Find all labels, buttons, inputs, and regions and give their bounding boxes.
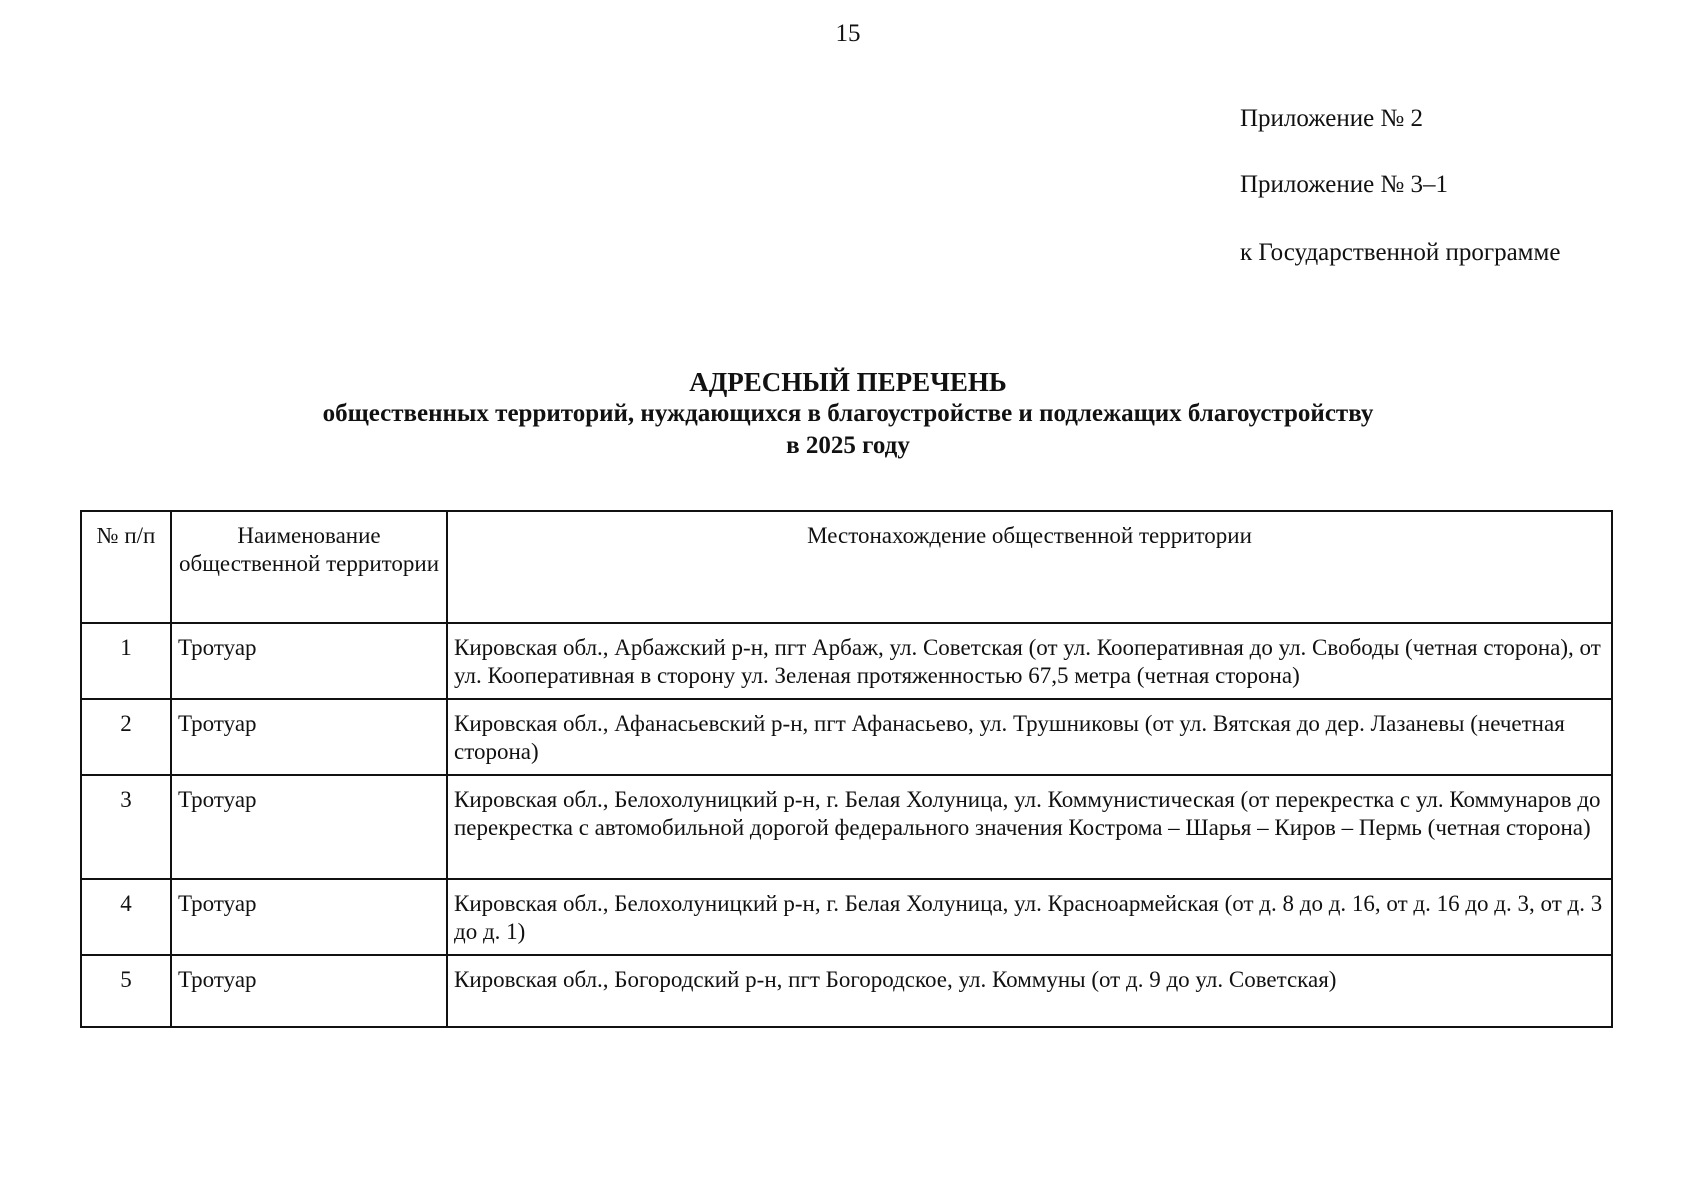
row-num: 1: [81, 623, 171, 699]
row-num: 5: [81, 955, 171, 1027]
row-location: Кировская обл., Богородский р-н, пгт Богородское, ул. Коммуны (от д. 9 до ул. Советская): [447, 955, 1612, 1027]
header-location: Местонахождение общественной территории: [447, 511, 1612, 623]
row-num: 4: [81, 879, 171, 955]
table-row: [81, 775, 1612, 879]
table-row: [81, 699, 1612, 775]
row-num: 3: [81, 775, 171, 879]
address-list-table: [80, 510, 1613, 1028]
header-name: Наименование общественной территории: [171, 511, 447, 623]
document-title-block: [0, 366, 1696, 462]
header-num: № п/п: [81, 511, 171, 623]
row-name: Тротуар: [171, 699, 447, 775]
row-name: Тротуар: [171, 775, 447, 879]
row-location: Кировская обл., Белохолуницкий р-н, г. Белая Холуница, ул. Коммунистическая (от перекрестка с ул. Коммунаров до перекрестка с автомобильной дорогой федерального значения Кострома – Шарья – Киров – Пермь (четная сторона): [447, 775, 1612, 879]
table-header-row: [81, 511, 1612, 623]
row-location: Кировская обл., Афанасьевский р-н, пгт Афанасьево, ул. Трушниковы (от ул. Вятская до дер. Лазаневы (нечетная сторона): [447, 699, 1612, 775]
page-number: 15: [835, 20, 861, 47]
table-row: [81, 955, 1612, 1027]
row-name: Тротуар: [171, 623, 447, 699]
row-num: 2: [81, 699, 171, 775]
appendix-line-2: Приложение № 3–1: [1240, 171, 1449, 198]
document-title: АДРЕСНЫЙ ПЕРЕЧЕНЬ: [689, 367, 1007, 397]
row-location: Кировская обл., Белохолуницкий р-н, г. Белая Холуница, ул. Красноармейская (от д. 8 до д. 16, от д. 16 до д. 3, от д. 3 до д. 1): [447, 879, 1612, 955]
row-location: Кировская обл., Арбажский р-н, пгт Арбаж, ул. Советская (от ул. Кооперативная до ул. Свободы (четная сторона), от ул. Кооперативная в сторону ул. Зеленая протяженностью 67,5 метра (четная сторона): [447, 623, 1612, 699]
table-row: [81, 879, 1612, 955]
row-name: Тротуар: [171, 879, 447, 955]
row-name: Тротуар: [171, 955, 447, 1027]
table-row: [81, 623, 1612, 699]
document-subtitle: общественных территорий, нуждающихся в благоустройстве и подлежащих благоустройству: [322, 400, 1374, 427]
appendix-line-1: Приложение № 2: [1240, 105, 1424, 132]
document-year-line: в 2025 году: [786, 432, 910, 459]
appendix-line-3: к Государственной программе: [1240, 239, 1561, 266]
